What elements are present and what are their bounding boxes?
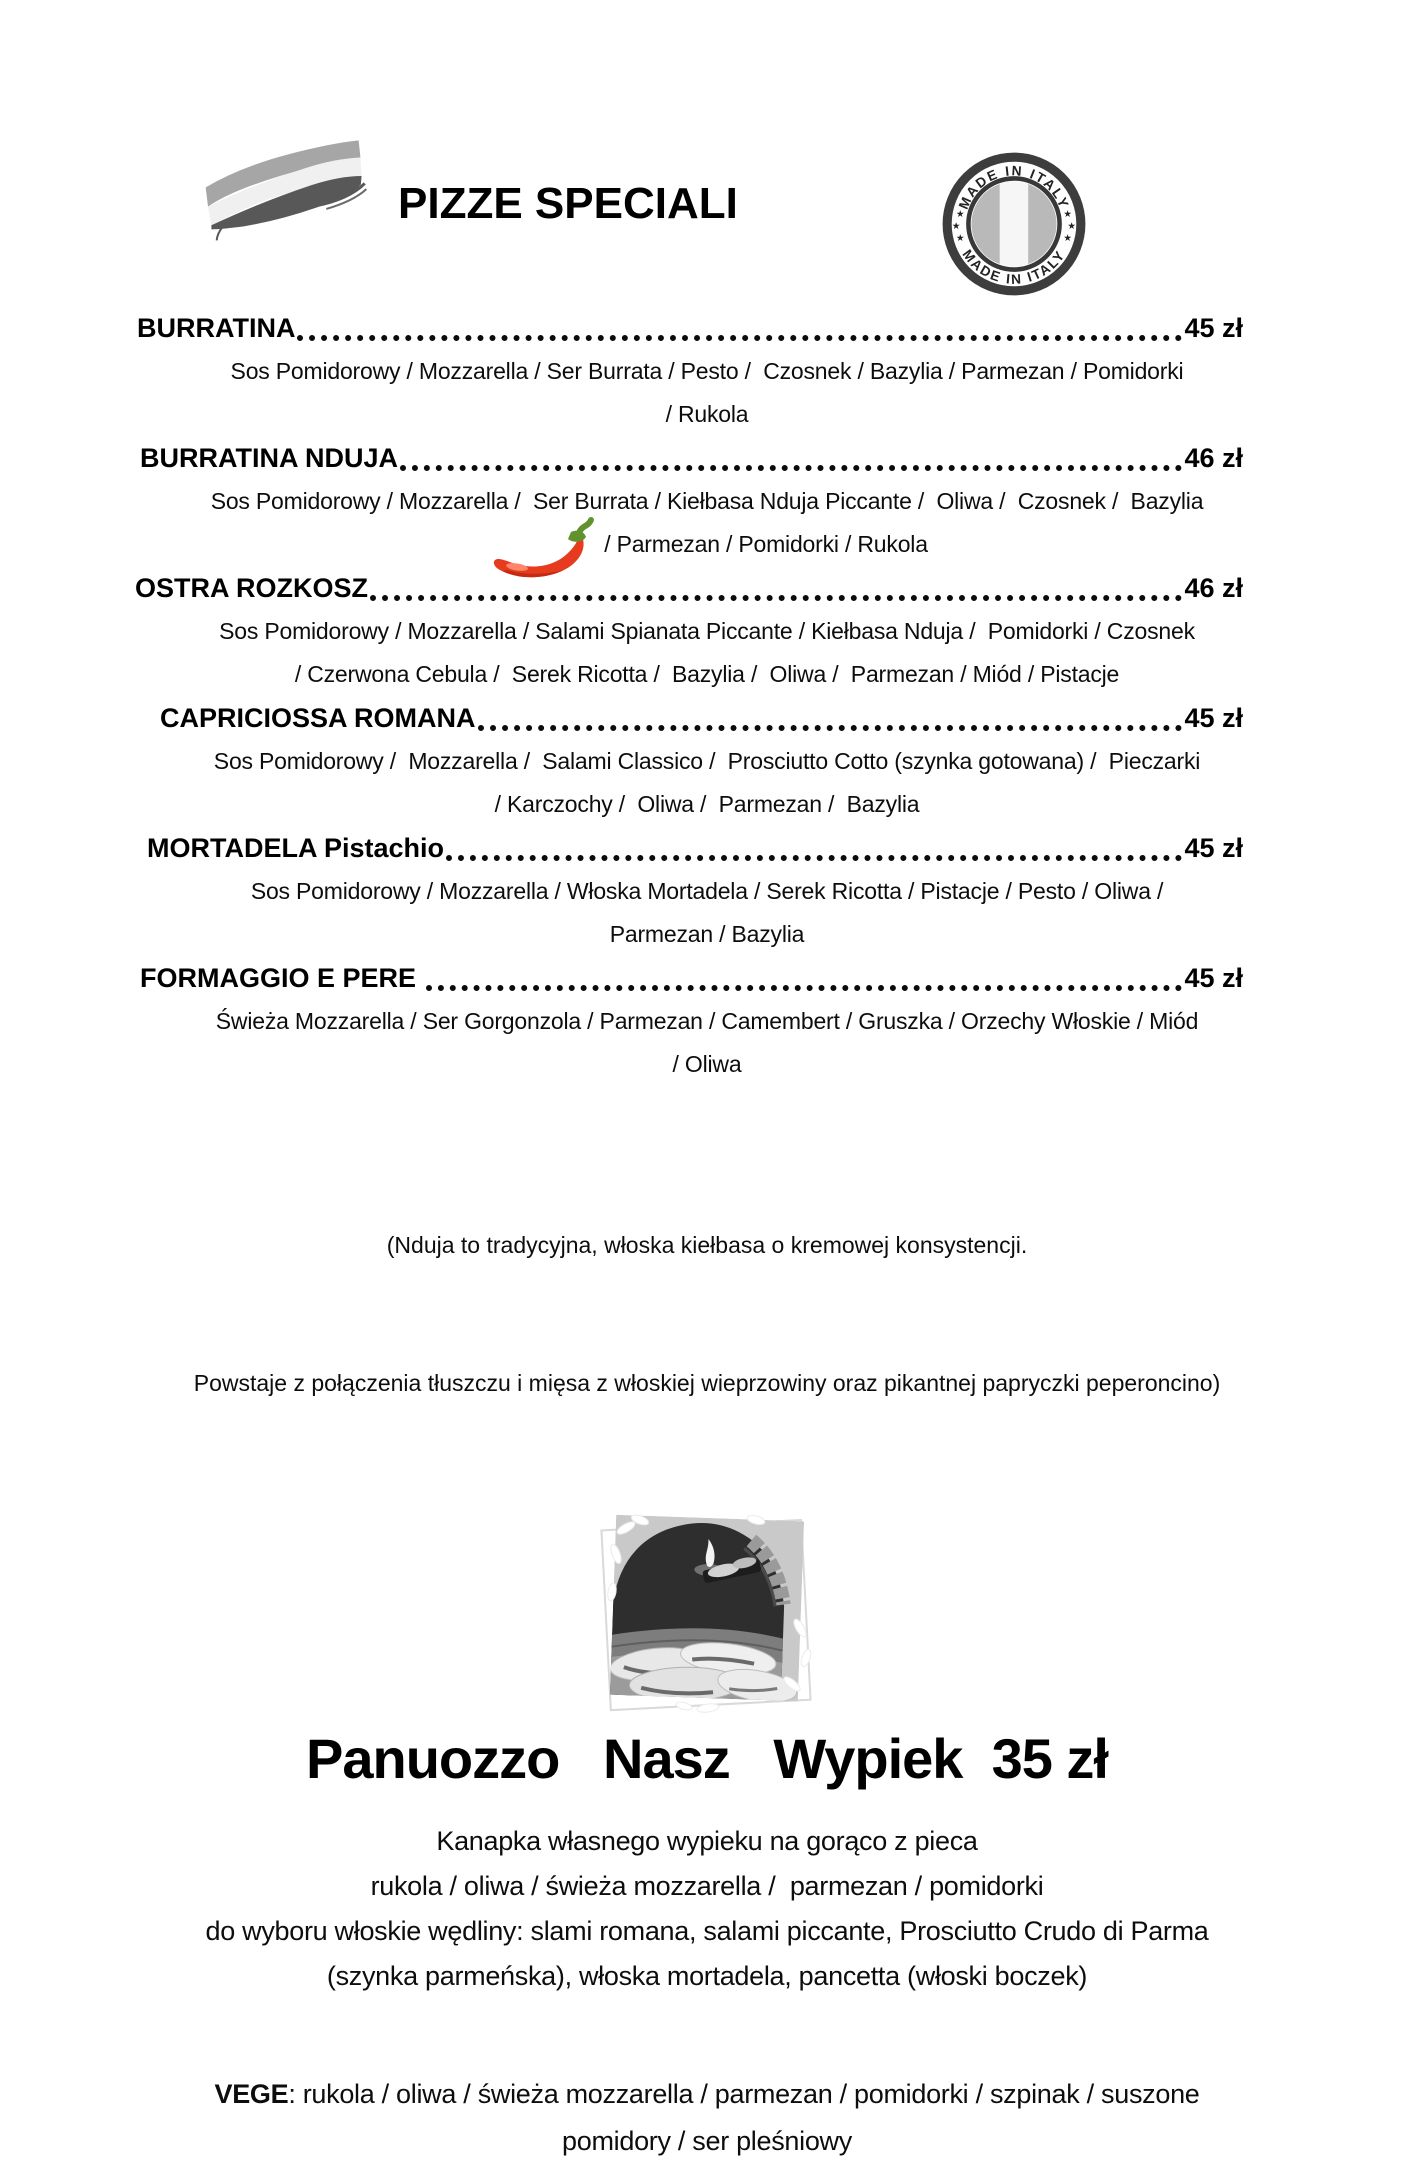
menu-item-price: 45 zł (1184, 833, 1243, 863)
menu-item-price: 45 zł (1184, 963, 1243, 993)
note-line: (Nduja to tradycyjna, włoska kiełbasa o kremowej konsystencji. (386, 1232, 1028, 1258)
menu-item-price: 46 zł (1184, 443, 1243, 473)
ingredients-text: / Parmezan / Pomidorki / Rukola (604, 531, 928, 557)
dotted-leader (446, 855, 1182, 861)
vege-label: VEGE (214, 2079, 289, 2109)
stamp-bottom-text: MADE IN ITALY (959, 246, 1069, 287)
ingredients-line: Parmezan / Bazylia (609, 921, 805, 947)
vege-line: pomidory / ser pleśniowy (562, 2126, 852, 2156)
menu-item (120, 826, 1294, 956)
menu-item-name: BURRATINA (137, 313, 296, 343)
ingredients-line: / Oliwa (672, 1051, 742, 1077)
panuozzo-line: (szynka parmeńska), włoska mortadela, pancetta (włoski boczek) (326, 1961, 1088, 1991)
vege-line (0, 2071, 1414, 2118)
menu-item (120, 956, 1294, 1086)
menu-item-title-row (120, 566, 1294, 610)
menu-item-name: FORMAGGIO E PERE (140, 963, 424, 993)
note-line: Powstaje z połączenia tłuszczu i mięsa z włoskiej wieprzowiny oraz pikantnej papryczki peperoncino) (193, 1370, 1221, 1396)
star-icon: ★ (1063, 208, 1073, 220)
dotted-leader (478, 725, 1183, 731)
star-icon: ★ (955, 208, 965, 220)
panuozzo-description (0, 1819, 1414, 1999)
page-title: PIZZE SPECIALI (398, 179, 738, 228)
ingredients-line: / Rukola (665, 401, 749, 427)
panuozzo-heading: Panuozzo Nasz Wypiek 35 zł (306, 1727, 1108, 1790)
dotted-leader (400, 465, 1182, 471)
ingredients-line: Świeża Mozzarella / Ser Gorgonzola / Parmezan / Camembert / Gruszka / Orzechy Włoskie / Miód (215, 1008, 1199, 1034)
menu-item (120, 306, 1294, 436)
dotted-leader (426, 985, 1183, 991)
stamp-flag (971, 181, 1056, 266)
menu-item-price: 45 zł (1184, 703, 1243, 733)
menu-item-title-row (120, 696, 1294, 740)
menu-item-price: 46 zł (1184, 573, 1243, 603)
brush-stroke-logo (188, 132, 393, 237)
ingredients-line: Sos Pomidorowy / Mozzarella / Włoska Mortadela / Serek Ricotta / Pistacje / Pesto / Oliwa / (250, 878, 1164, 904)
menu-item-title-row (120, 436, 1294, 480)
vege-option (0, 2071, 1414, 2165)
star-icon: ★ (1063, 233, 1073, 245)
made-in-italy-stamp (938, 146, 1090, 302)
panuozzo-line: Kanapka własnego wypieku na gorąco z pieca (436, 1826, 978, 1856)
menu-item-name: OSTRA ROZKOSZ (135, 573, 368, 603)
ingredients-line: / Karczochy / Oliwa / Parmezan / Bazylia (494, 791, 920, 817)
star-icon: ★ (951, 221, 961, 233)
oven-panuozzo-photo (596, 1508, 822, 1721)
ingredients-line: Sos Pomidorowy / Mozzarella / Salami Classico / Prosciutto Cotto (szynka gotowana) / Pieczarki (213, 748, 1201, 774)
stamp-top-text: MADE IN ITALY (955, 163, 1073, 212)
ingredients-line: Sos Pomidorowy / Mozzarella / Ser Burrata / Kiełbasa Nduja Piccante / Oliwa / Czosnek / Bazylia (210, 488, 1204, 514)
menu-item (120, 436, 1294, 566)
star-icon: ★ (955, 233, 965, 245)
menu-item-name: BURRATINA NDUJA (140, 443, 398, 473)
menu-item (120, 696, 1294, 826)
vege-text: : rukola / oliwa / świeża mozzarella / parmezan / pomidorki / szpinak / suszone (288, 2079, 1200, 2109)
menu-item-title-row (120, 956, 1294, 1000)
menu-item-name: MORTADELA Pistachio (147, 833, 445, 863)
menu-item-title-row (120, 826, 1294, 870)
menu-item-price: 45 zł (1184, 313, 1243, 343)
ingredients-line: / Czerwona Cebula / Serek Ricotta / Bazylia / Oliwa / Parmezan / Miód / Pistacje (294, 661, 1120, 687)
panuozzo-line: do wyboru włoskie wędliny: slami romana, salami piccante, Prosciutto Crudo di Parma (205, 1916, 1209, 1946)
chili-pepper-icon (486, 519, 598, 581)
ingredients-line: Sos Pomidorowy / Mozzarella / Salami Spianata Piccante / Kiełbasa Nduja / Pomidorki / Czosnek (219, 618, 1195, 644)
panuozzo-line: rukola / oliwa / świeża mozzarella / parmezan / pomidorki (370, 1871, 1044, 1901)
menu-item (120, 566, 1294, 696)
star-icon: ★ (1067, 221, 1077, 233)
nduja-note (0, 1130, 1414, 1498)
ingredients-line: Sos Pomidorowy / Mozzarella / Ser Burrata / Pesto / Czosnek / Bazylia / Parmezan / Pomidorki (230, 358, 1184, 384)
menu-item-title-row (120, 306, 1294, 350)
ingredients-line (120, 523, 1294, 566)
dotted-leader (370, 595, 1182, 601)
dotted-leader (297, 335, 1182, 341)
menu-item-name: CAPRICIOSSA ROMANA (160, 703, 476, 733)
